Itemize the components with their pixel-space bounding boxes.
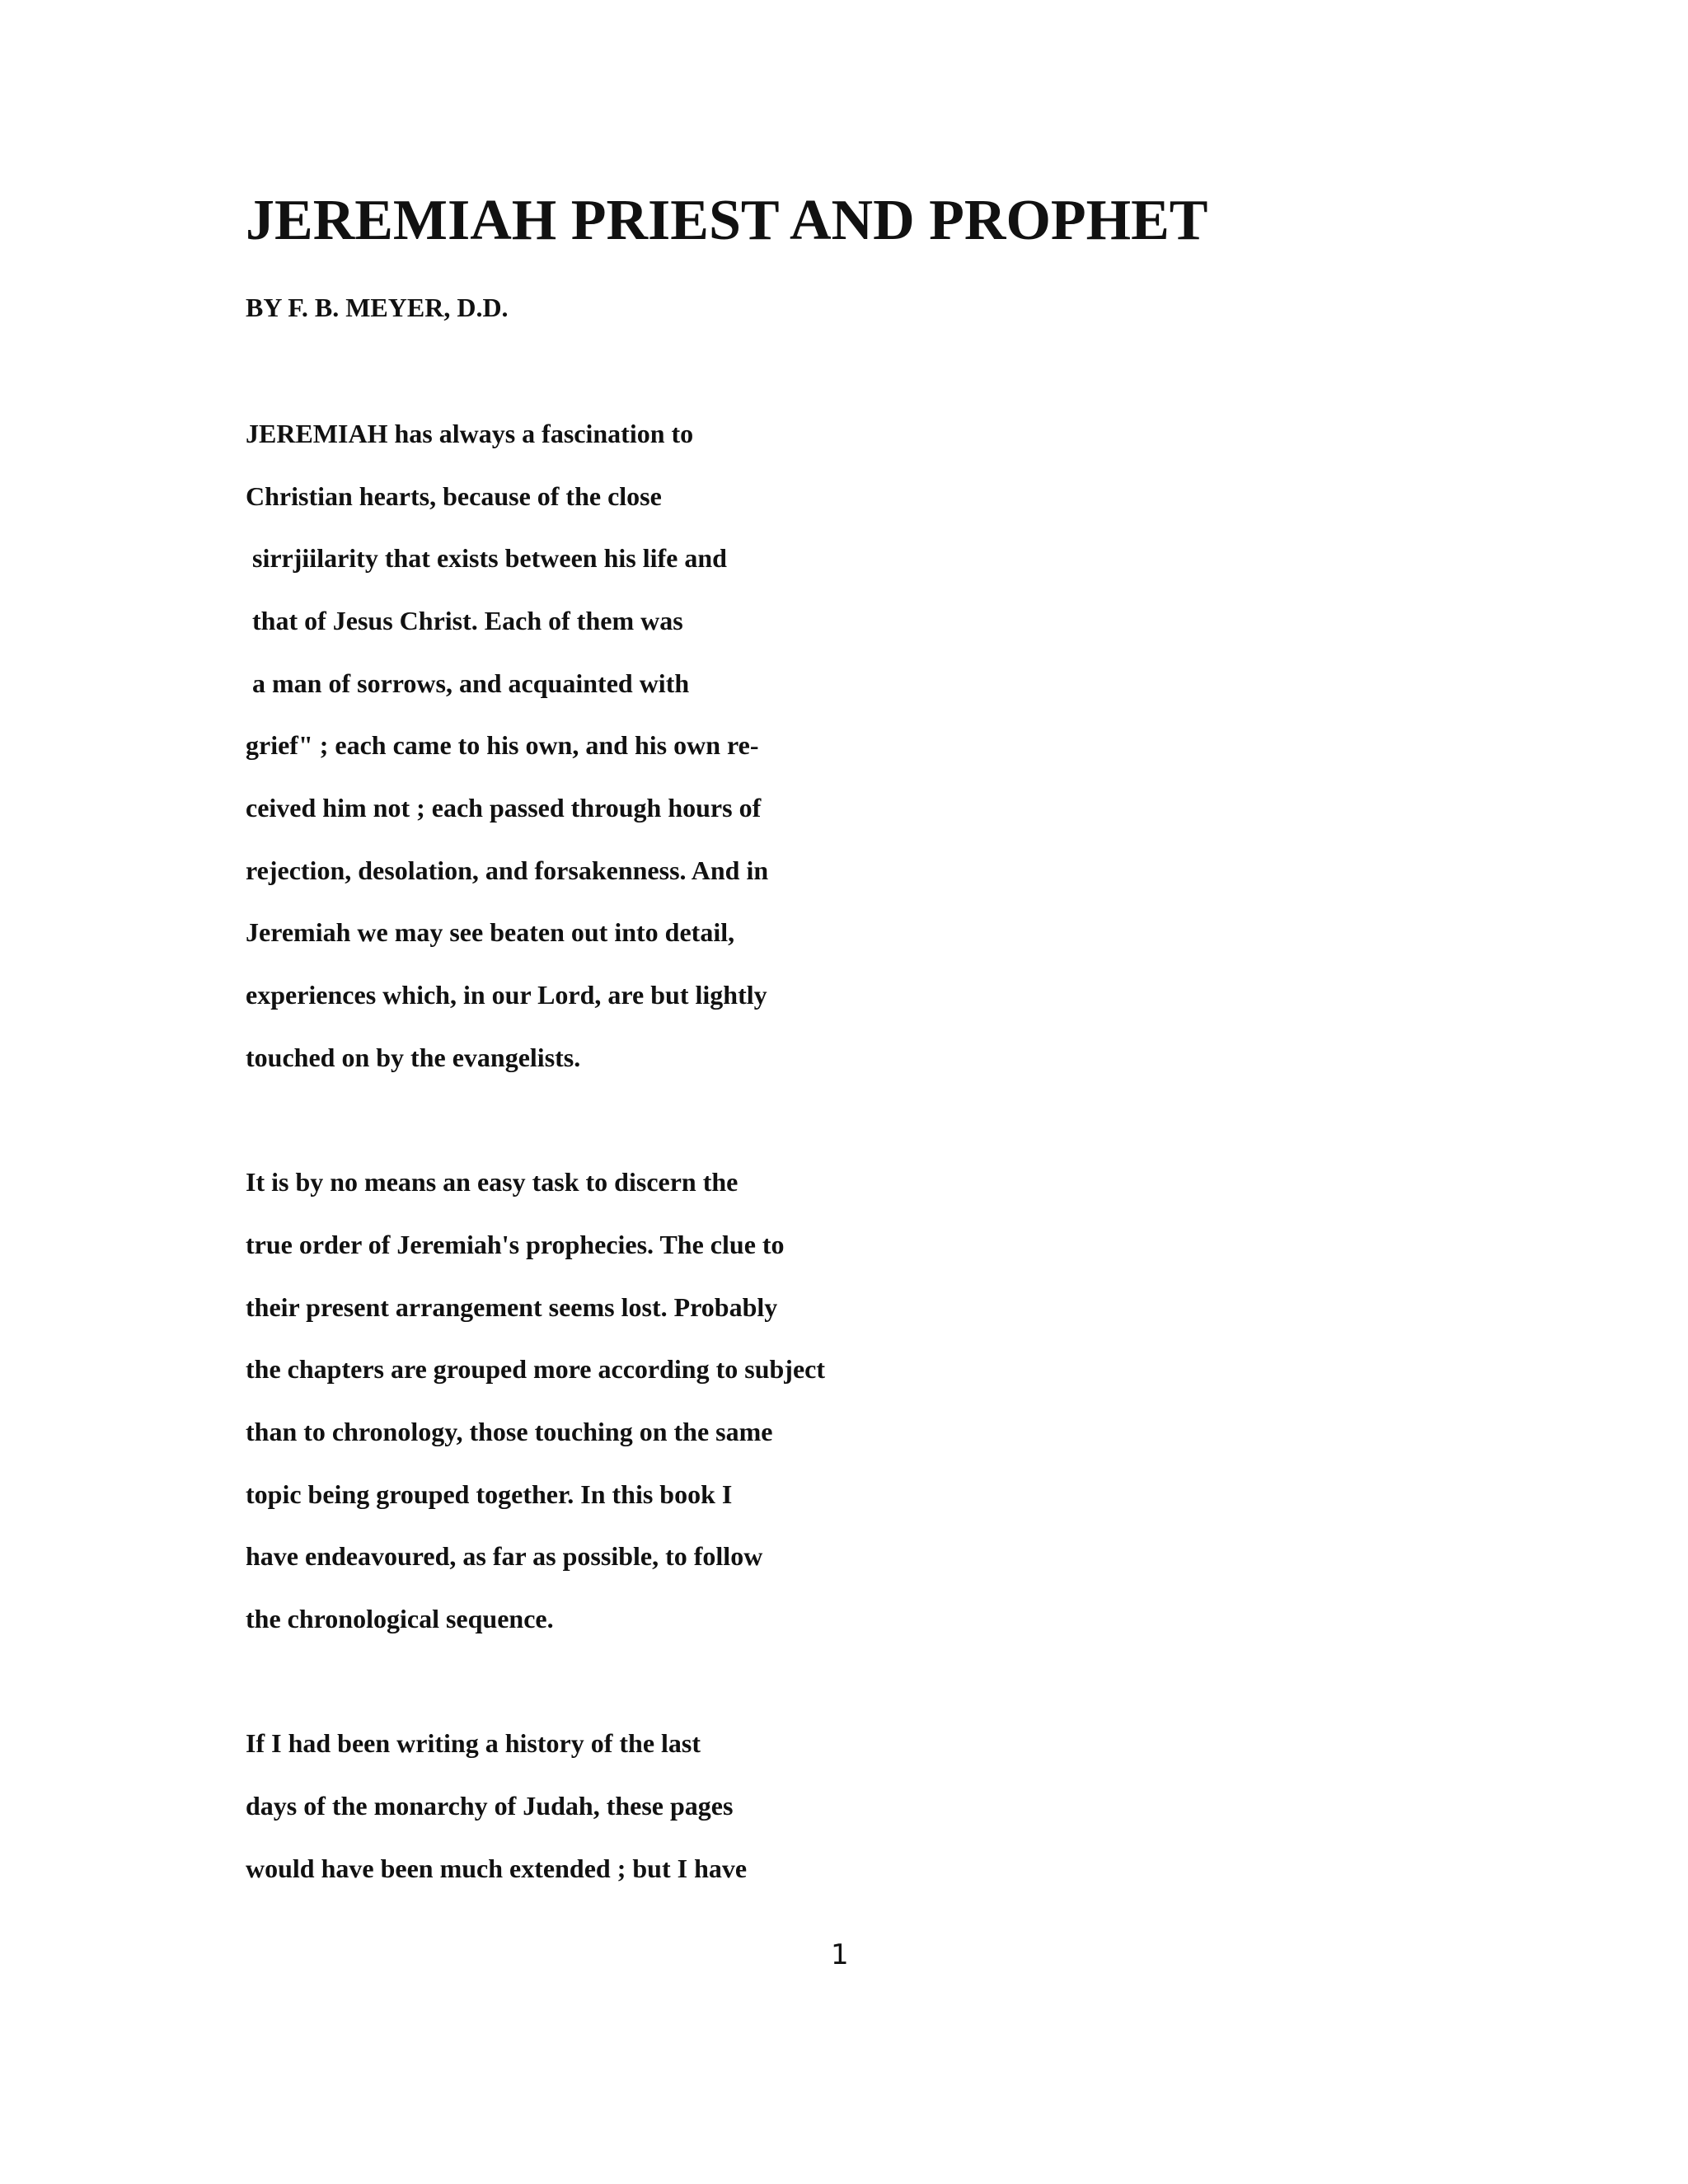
paragraph-2-line-4: the chapters are grouped more according to subject — [246, 1354, 826, 1384]
paragraph-1-line-4: that of Jesus Christ. Each of them was — [246, 606, 683, 635]
paragraph-1-line-2: Christian hearts, because of the close — [246, 481, 662, 511]
document-title: JEREMIAH PRIEST AND PROPHET — [246, 189, 1208, 252]
paragraph-1-line-8: rejection, desolation, and forsakenness. And in — [246, 855, 769, 885]
page-number: 1 — [831, 1938, 849, 1971]
paragraph-2-line-3: their present arrangement seems lost. Probably — [246, 1292, 778, 1322]
paragraph-1-line-5: a man of sorrows, and acquainted with — [246, 668, 690, 698]
paragraph-1-line-3: sirrjiilarity that exists between his life and — [246, 543, 727, 573]
paragraph-1-line-7: ceived him not ; each passed through hours of — [246, 793, 762, 823]
paragraph-3-line-2: days of the monarchy of Judah, these pages — [246, 1791, 734, 1821]
paragraph-1-line-11: touched on by the evangelists. — [246, 1043, 581, 1072]
paragraph-2-line-1: It is by no means an easy task to discern the — [246, 1167, 738, 1197]
paragraph-3-line-3: would have been much extended ; but I have — [246, 1854, 748, 1883]
paragraph-1-line-9: Jeremiah we may see beaten out into detail, — [246, 917, 735, 947]
paragraph-1-line-6: grief" ; each came to his own, and his own re- — [246, 730, 759, 760]
author-byline: BY F. B. MEYER, D.D. — [246, 293, 509, 322]
paragraph-2-line-8: the chronological sequence. — [246, 1604, 554, 1633]
paragraph-3-line-1: If I had been writing a history of the last — [246, 1728, 701, 1758]
paragraph-2-line-5: than to chronology, those touching on the same — [246, 1417, 773, 1446]
paragraph-1-line-1: JEREMIAH has always a fascination to — [246, 419, 694, 448]
paragraph-2-line-6: topic being grouped together. In this book I — [246, 1479, 733, 1509]
paragraph-2-line-2: true order of Jeremiah's prophecies. The clue to — [246, 1230, 785, 1259]
paragraph-2-line-7: have endeavoured, as far as possible, to follow — [246, 1541, 763, 1571]
paragraph-1-line-10: experiences which, in our Lord, are but lightly — [246, 980, 767, 1010]
